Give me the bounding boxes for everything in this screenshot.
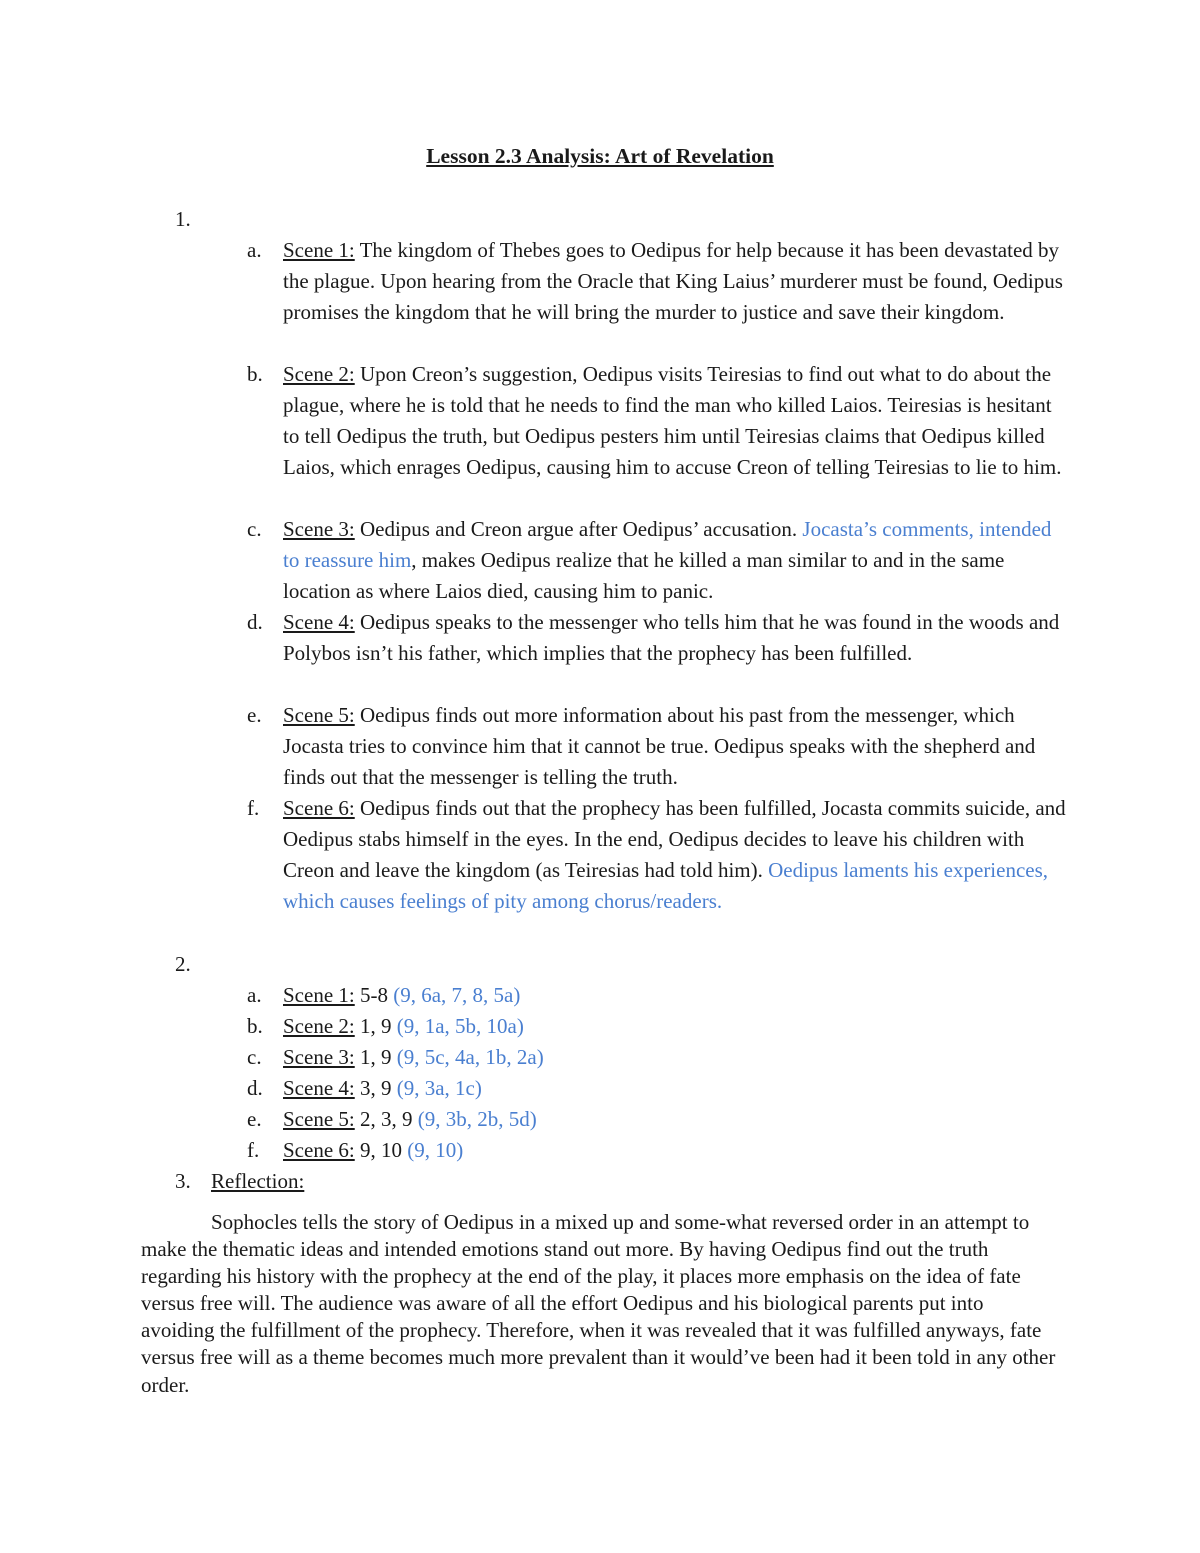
revised-numbers: (9, 10) [407, 1138, 464, 1162]
q2-item-c [247, 1042, 1067, 1073]
item-letter: a. [247, 983, 262, 1007]
scene-label: Scene 1: [283, 983, 355, 1007]
scene-label: Scene 2: [283, 1014, 355, 1038]
item-letter: b. [247, 362, 263, 386]
scene-text: Oedipus speaks to the messenger who tells him that he was found in the woods and Polybos isn’t his father, which implies that the prophecy has been fulfilled. [283, 610, 1060, 666]
scene-text: Oedipus finds out more information about his past from the messenger, which Jocasta tries to convince him that it cannot be true. Oedipus speaks with the shepherd and finds out that the messenger is telling the truth. [283, 703, 1036, 790]
q2-item-d [247, 1073, 1067, 1104]
scene-label: Scene 3: [283, 517, 355, 541]
item-letter: c. [247, 517, 262, 541]
q2-item-e [247, 1104, 1067, 1135]
q1-item-d [247, 607, 1067, 669]
scene-numbers: 5-8 [354, 983, 394, 1007]
scene-label: Scene 5: [283, 703, 355, 727]
scene-numbers: 2, 3, 9 [354, 1107, 418, 1131]
q1-item-c [247, 514, 1067, 607]
revised-numbers: (9, 1a, 5b, 10a) [396, 1014, 524, 1038]
item-letter: c. [247, 1045, 262, 1069]
scene-text: The kingdom of Thebes goes to Oedipus for help because it has been devastated by the plague. Upon hearing from the Oracle that King Laius’ murderer must be found, Oedipus promises the kingdom that he will bring the murder to justice and save their kingdom. [283, 238, 1063, 325]
page-title: Lesson 2.3 Analysis: Art of Revelation [426, 144, 774, 168]
question-3-number: 3. [175, 1169, 191, 1193]
scene-numbers: 1, 9 [354, 1045, 397, 1069]
item-letter: b. [247, 1014, 263, 1038]
question-1-number: 1. [175, 207, 191, 231]
scene-label: Scene 5: [283, 1107, 355, 1131]
scene-text: Upon Creon’s suggestion, Oedipus visits Teiresias to find out what to do about the plague, where he is told that he needs to find the man who killed Laios. Teiresias is hesitant to tell Oedipus the truth, but Oedipus pesters him until Teiresias claims that Oedipus killed Laios, which enrages Oedipus, causing him to accuse Creon of telling Teiresias to lie to him. [283, 362, 1062, 480]
item-letter: a. [247, 238, 262, 262]
q1-item-f [247, 793, 1067, 917]
scene-label: Scene 4: [283, 1076, 355, 1100]
highlighted-comment: Oedipus laments his experiences, which causes feelings of pity among chorus/readers. [283, 858, 1049, 914]
item-letter: e. [247, 1107, 262, 1131]
revised-numbers: (9, 6a, 7, 8, 5a) [393, 983, 521, 1007]
item-letter: d. [247, 610, 263, 634]
reflection-label: Reflection: [211, 1169, 305, 1193]
scene-label: Scene 1: [283, 238, 355, 262]
reflection-paragraph: Sophocles tells the story of Oedipus in a mixed up and some-what reversed order in an attempt to make the thematic ideas and intended emotions stand out more. By having Oedipus find out the truth regarding his history with the prophecy at the end of the play, it places more emphasis on the idea of fate versus free will. The audience was aware of all the effort Oedipus and his biological parents put into avoiding the fulfillment of the prophecy. Therefore, when it was revealed that it was fulfilled anyways, fate versus free will as a theme becomes much more prevalent than it would’ve been had it been told in any other order. [141, 1210, 1056, 1397]
q2-item-a [247, 980, 1067, 1011]
scene-numbers: 1, 9 [354, 1014, 397, 1038]
q1-item-e [247, 700, 1067, 793]
revised-numbers: (9, 3a, 1c) [396, 1076, 482, 1100]
revised-numbers: (9, 3b, 2b, 5d) [417, 1107, 537, 1131]
item-letter: e. [247, 703, 262, 727]
scene-numbers: 9, 10 [354, 1138, 408, 1162]
scene-text: Oedipus and Creon argue after Oedipus’ accusation. [354, 517, 803, 541]
q2-item-f [247, 1135, 1067, 1166]
scene-label: Scene 6: [283, 796, 355, 820]
scene-label: Scene 6: [283, 1138, 355, 1162]
item-letter: f. [247, 1138, 260, 1162]
revised-numbers: (9, 5c, 4a, 1b, 2a) [396, 1045, 544, 1069]
highlighted-comment: Jocasta’s comments, intended to reassure him [283, 517, 1052, 573]
scene-label: Scene 3: [283, 1045, 355, 1069]
scene-label: Scene 2: [283, 362, 355, 386]
q1-item-a [247, 235, 1067, 328]
item-letter: f. [247, 796, 260, 820]
scene-label: Scene 4: [283, 610, 355, 634]
question-2-number: 2. [175, 952, 191, 976]
q1-item-b [247, 359, 1067, 483]
scene-text: Oedipus finds out that the prophecy has been fulfilled, Jocasta commits suicide, and Oedipus stabs himself in the eyes. In the end, Oedipus decides to leave his children with Creon and leave the kingdom (as Teiresias had told him). [283, 796, 1066, 883]
scene-numbers: 3, 9 [354, 1076, 397, 1100]
scene-text-continued: , makes Oedipus realize that he killed a man similar to and in the same location as where Laios died, causing him to panic. [283, 548, 1005, 604]
q2-item-b [247, 1011, 1067, 1042]
item-letter: d. [247, 1076, 263, 1100]
